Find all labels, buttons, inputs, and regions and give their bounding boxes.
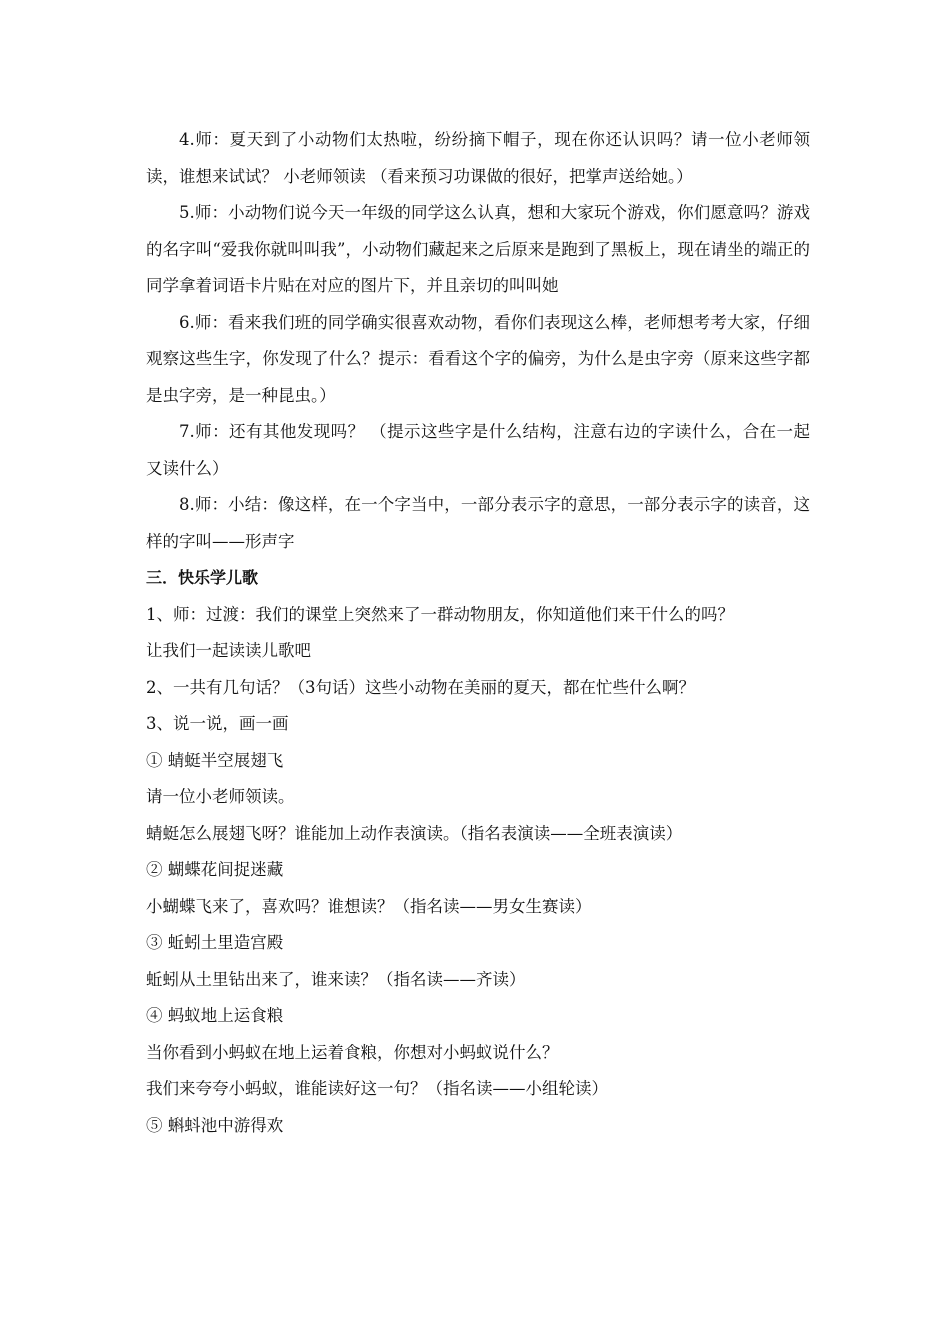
text-line: 当你看到小蚂蚁在地上运着食粮，你想对小蚂蚁说什么？ [146,1042,559,1062]
document-page [146,122,810,1144]
section-heading: 三．快乐学儿歌 [146,568,259,587]
text-line: 1、师：过渡：我们的课堂上突然来了一群动物朋友，你知道他们来干什么的吗？ [146,604,734,624]
rhyme-line-4: ④ 蚂蚁地上运食粮 [146,1006,284,1025]
paragraph-step-6: 6.师：看来我们班的同学确实很喜欢动物，看你们表现这么棒，老师想考考大家，仔细观察这些生字，你发现了什么？提示：看看这个字的偏旁，为什么是虫字旁（原来这些字都是虫字旁，是一种昆虫。） [146,312,810,405]
text-line: 请一位小老师领读。 [146,787,295,806]
rhyme-line-5: ⑤ 蝌蚪池中游得欢 [146,1115,284,1135]
paragraph-step-4: 4.师：夏天到了小动物们太热啦，纷纷摘下帽子，现在你还认识吗？请一位小老师领读，谁想来试试？ 小老师领读 （看来预习功课做的很好，把掌声送给她。） [146,130,810,186]
paragraph-step-7: 7.师：还有其他发现吗？ （提示这些字是什么结构，注意右边的字读什么，合在一起又读什么） [146,422,810,478]
rhyme-line-3: ③ 蚯蚓土里造宫殿 [146,933,284,952]
paragraph-step-8: 8.师：小结：像这样，在一个字当中，一部分表示字的意思，一部分表示字的读音，这样的字叫——形声字 [146,495,810,551]
text-line: 我们来夸夸小蚂蚁，谁能读好这一句？（指名读——小组轮读） [146,1079,608,1098]
text-line: 2、一共有几句话？（3句话）这些小动物在美丽的夏天，都在忙些什么啊？ [146,677,695,697]
paragraph-step-5: 5.师：小动物们说今天一年级的同学这么认真，想和大家玩个游戏，你们愿意吗？游戏的名字叫“爱我你就叫叫我”，小动物们藏起来之后原来是跑到了黑板上，现在请坐的端正的同学拿着词语卡片贴在对应的图片下，并且亲切的叫叫她 [146,203,810,295]
text-line: 小蝴蝶飞来了，喜欢吗？谁想读？（指名读——男女生赛读） [146,896,592,916]
rhyme-line-1: ① 蜻蜓半空展翅飞 [146,750,284,770]
text-line: 蜻蜓怎么展翅飞呀？谁能加上动作表演读。（指名表演读——全班表演读） [146,823,683,843]
text-line: 蚯蚓从土里钻出来了，谁来读？（指名读——齐读） [146,969,526,989]
rhyme-line-2: ② 蝴蝶花间捉迷藏 [146,860,284,879]
text-line: 让我们一起读读儿歌吧 [146,641,311,660]
text-line: 3、说一说，画一画 [146,714,289,733]
